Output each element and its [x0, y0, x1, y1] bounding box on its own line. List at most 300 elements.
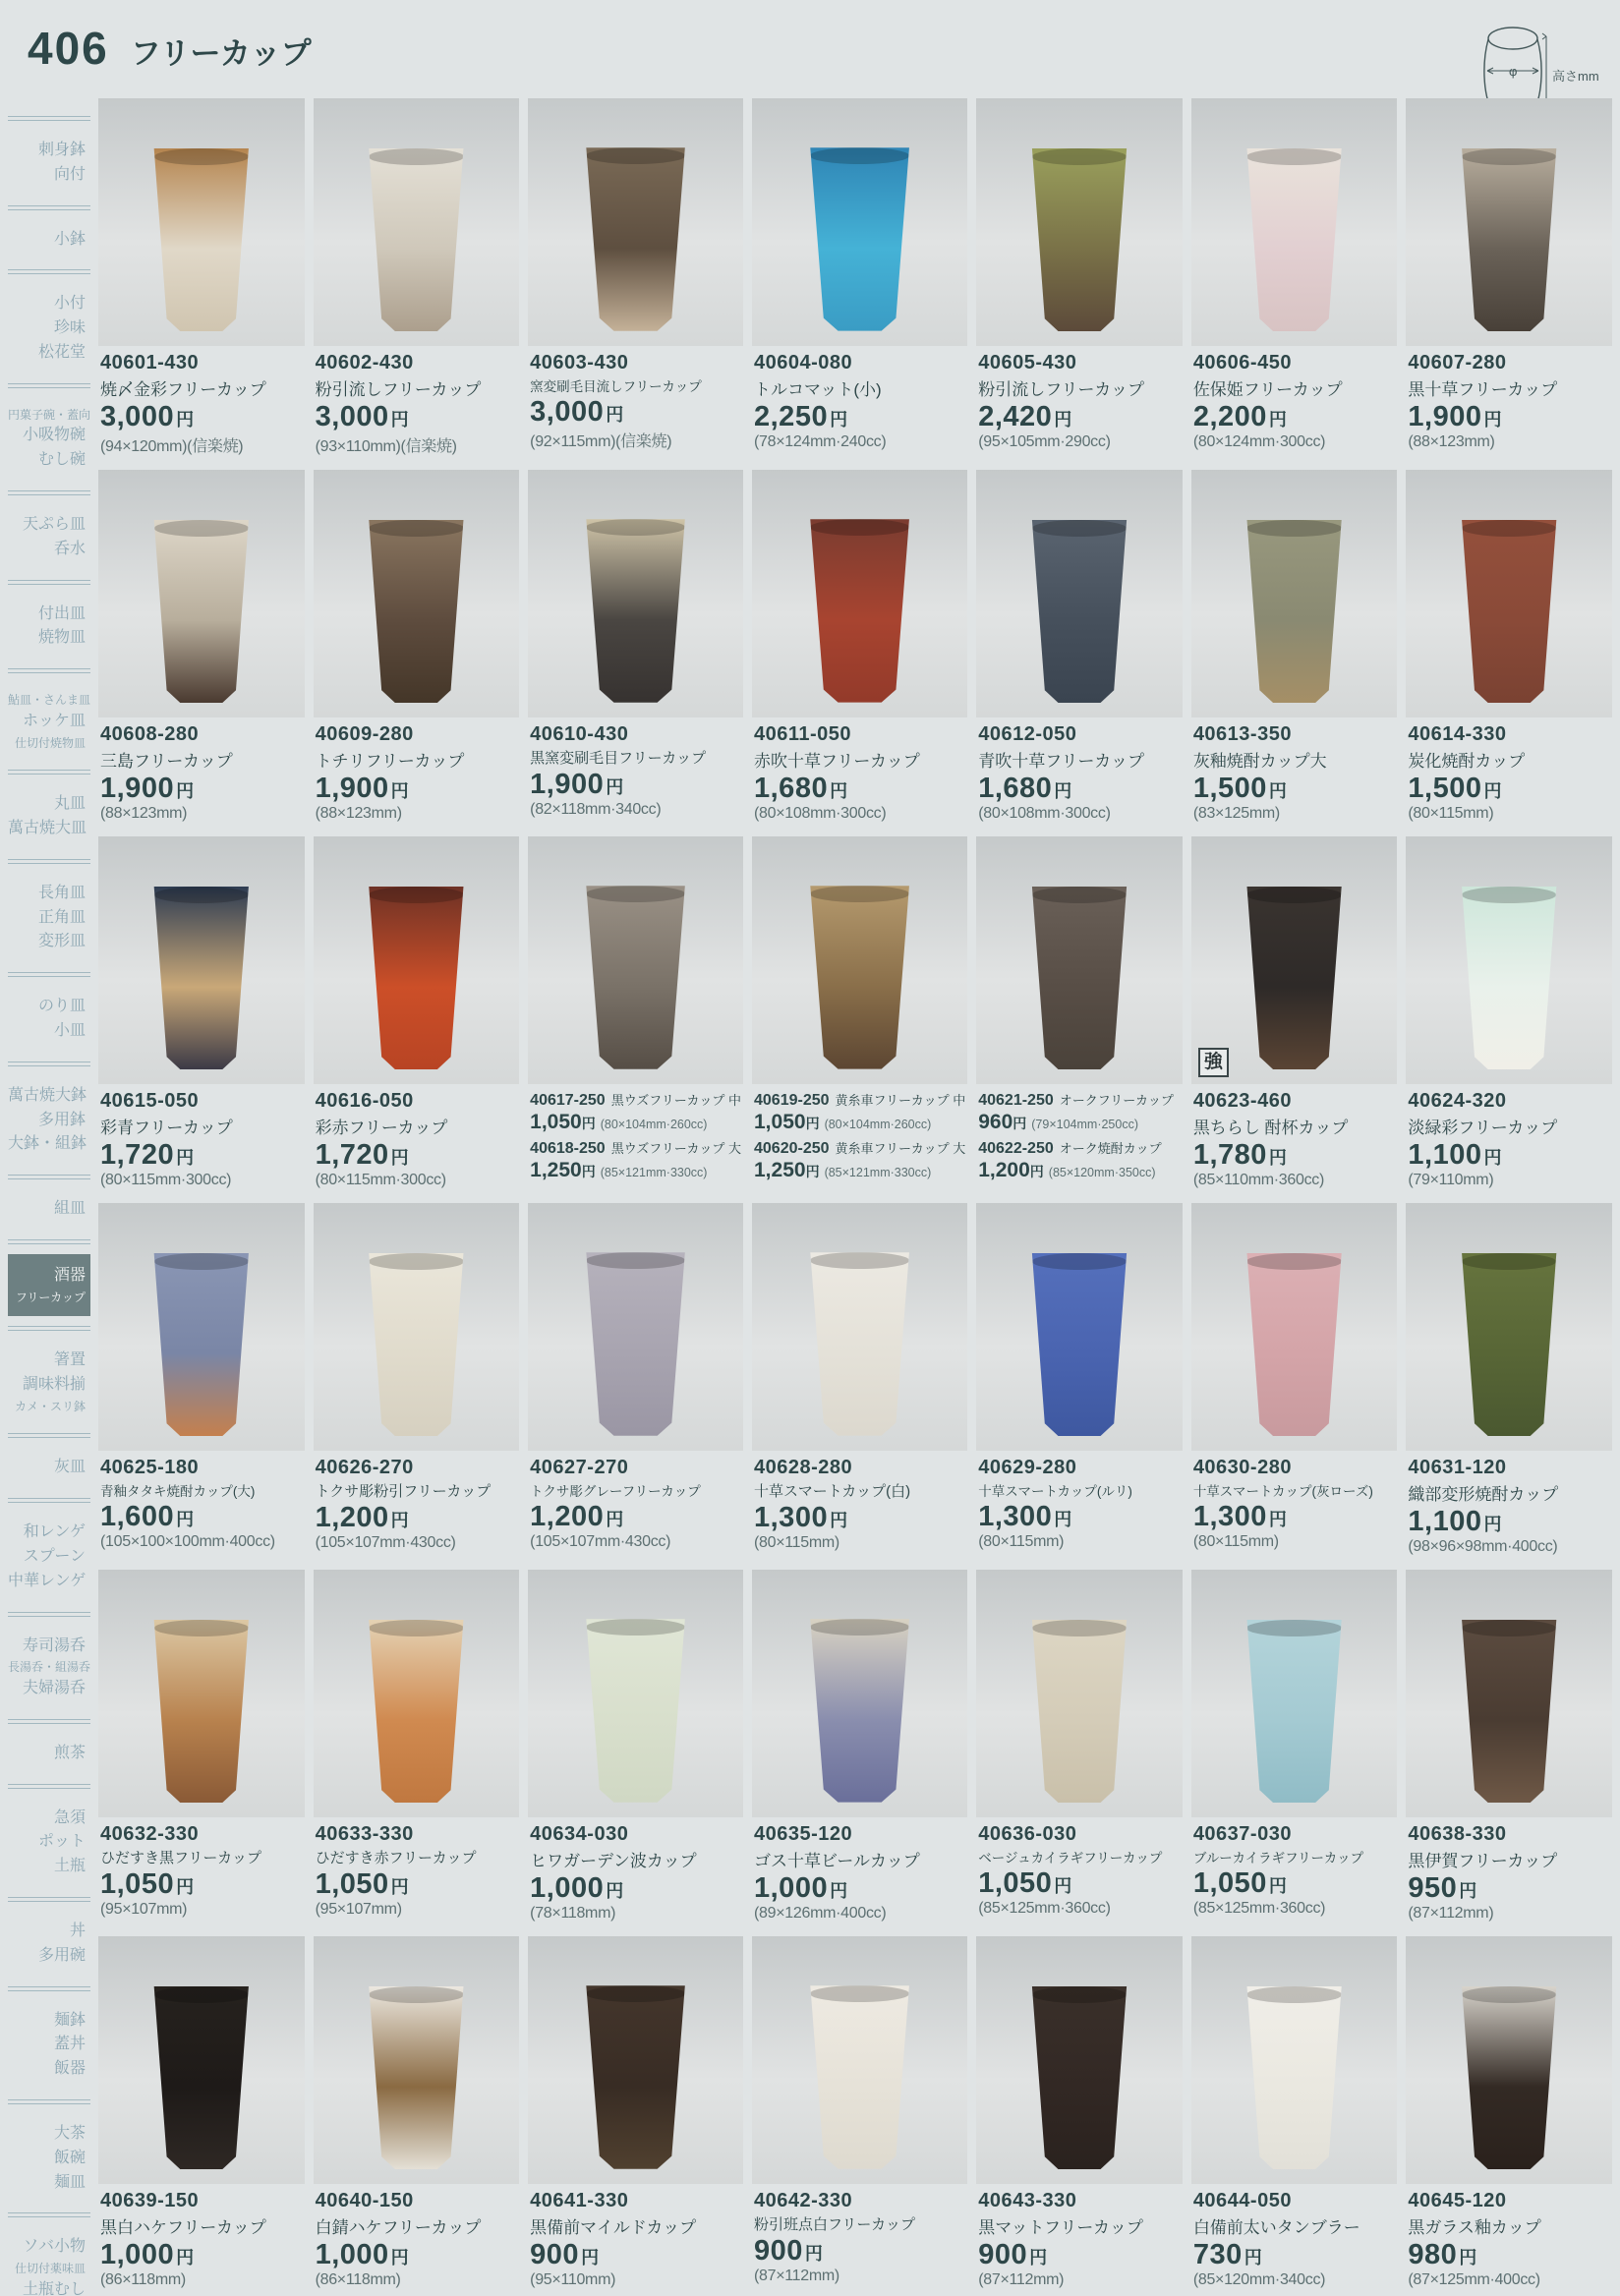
product-cell — [752, 98, 967, 456]
product-caption — [1406, 1817, 1612, 1923]
product-code: 40605-430 — [978, 352, 1077, 373]
yen-suffix: 円 — [1268, 410, 1287, 430]
product-code: 40618-250 — [530, 1140, 606, 1157]
product-photo — [976, 836, 1183, 1084]
product-code: 40635-120 — [754, 1823, 853, 1845]
price-number: 1,100 — [1408, 1139, 1482, 1171]
product-code: 40602-430 — [315, 352, 414, 373]
cup-image — [1452, 1253, 1567, 1436]
cup-image — [1021, 1986, 1136, 2169]
product-name: トルコマット(小) — [754, 380, 882, 399]
sidebar-item — [8, 505, 90, 570]
product-caption — [976, 2184, 1183, 2289]
product-entry — [978, 1138, 1181, 1182]
cup-image — [1452, 520, 1567, 703]
cup-image — [575, 1619, 696, 1802]
sidebar-item-label: 箸置 — [53, 1351, 86, 1369]
product-price — [754, 401, 965, 433]
product-name: 粉引流しフリーカップ — [315, 380, 482, 399]
product-name: 佐保姫フリーカップ — [1192, 380, 1343, 399]
yen-suffix: 円 — [176, 410, 195, 430]
yen-suffix: 円 — [606, 777, 624, 797]
product-photo — [98, 1570, 305, 1817]
price-number: 1,000 — [315, 2239, 389, 2270]
product-dimensions: (87×112mm) — [1408, 1905, 1494, 1922]
yen-suffix: 円 — [1029, 1164, 1044, 1179]
product-name: 黒ウズフリーカップ 中 — [610, 1093, 741, 1108]
product-photo — [98, 470, 305, 718]
product-caption — [1191, 2184, 1398, 2289]
product-name: オーク焼酎カップ — [1059, 1141, 1162, 1156]
sidebar-item — [8, 131, 90, 196]
product-dimensions: (80×115mm) — [978, 1533, 1065, 1550]
product-code: 40627-270 — [530, 1457, 629, 1478]
product-dimensions: (83×125mm) — [1192, 805, 1280, 822]
yen-suffix: 円 — [1483, 1515, 1502, 1534]
cup-image — [575, 1985, 696, 2168]
product-photo — [1191, 836, 1398, 1084]
cup-image — [1021, 1620, 1136, 1803]
yen-suffix: 円 — [1459, 2248, 1477, 2267]
product-photo — [976, 470, 1183, 718]
product-name: 白錆ハケフリーカップ — [315, 2218, 482, 2237]
product-cell — [528, 1570, 743, 1923]
product-cell — [752, 1203, 967, 1556]
product-name: ヒワガーデン波カップ — [530, 1852, 697, 1870]
sidebar-item-label: のり皿 — [37, 998, 86, 1015]
yen-suffix: 円 — [830, 1511, 848, 1530]
product-name: 織部変形焼酎カップ — [1408, 1485, 1559, 1504]
yen-suffix: 円 — [1054, 781, 1072, 801]
product-photo — [1406, 470, 1612, 718]
cup-image — [575, 1252, 696, 1435]
product-dimensions: (85×125mm·360cc) — [1192, 1900, 1326, 1917]
product-price — [316, 773, 518, 805]
product-caption — [528, 1451, 743, 1553]
product-cell — [314, 1570, 520, 1923]
yen-suffix: 円 — [1012, 1116, 1027, 1131]
product-name: 青吹十草フリーカップ — [978, 752, 1145, 771]
product-dimensions: (89×126mm·400cc) — [754, 1905, 887, 1922]
product-code: 40611-050 — [754, 723, 852, 745]
cup-image — [1452, 148, 1567, 331]
sidebar-item-label: 長湯呑・組湯呑 — [8, 1660, 91, 1675]
product-name: ベージュカイラギフリーカップ — [978, 1851, 1163, 1866]
product-photo — [752, 836, 967, 1084]
product-photo — [1191, 1570, 1398, 1817]
price-number: 3,000 — [315, 401, 389, 432]
product-cell — [976, 470, 1183, 823]
product-photo — [752, 98, 967, 346]
product-name: 黒窯変刷毛目フリーカップ — [530, 750, 707, 767]
cup-image — [799, 147, 920, 330]
product-cell — [976, 1203, 1183, 1556]
sidebar-item — [8, 1448, 90, 1488]
product-price — [100, 773, 303, 805]
product-dimensions: (85×120mm·340cc) — [1192, 2271, 1326, 2288]
sidebar-item-label: 丼 — [69, 1923, 86, 1940]
page-title: フリーカップ — [130, 36, 312, 71]
sidebar-item-label: フリーカップ — [15, 1290, 86, 1304]
sidebar-item — [8, 1734, 90, 1774]
sidebar-divider — [8, 1784, 90, 1789]
product-cell-dual — [528, 836, 743, 1189]
product-code: 40609-280 — [315, 723, 414, 745]
product-code: 40628-280 — [754, 1457, 853, 1478]
sidebar-item-label: 和レンゲ — [23, 1523, 86, 1541]
sidebar-item-label: むし碗 — [37, 451, 86, 469]
sidebar-divider — [8, 2099, 90, 2104]
product-dimensions: (82×118mm·340cc) — [530, 801, 662, 818]
sidebar-item-label: カメ・スリ鉢 — [14, 1399, 86, 1413]
product-price — [978, 1501, 1181, 1533]
product-cell — [1406, 1203, 1612, 1556]
sidebar-item-label: 酒器 — [53, 1266, 86, 1284]
cup-image — [1237, 148, 1352, 331]
product-dimensions: (87×112mm) — [978, 2271, 1065, 2288]
cup-image — [359, 887, 474, 1069]
product-name: ひだすき黒フリーカップ — [100, 1850, 261, 1866]
product-price — [1408, 1139, 1610, 1172]
sidebar-item-label: 急須 — [53, 1808, 86, 1826]
sidebar-divider — [8, 668, 90, 673]
product-caption — [314, 1451, 520, 1553]
product-name: 青釉タタキ焼酎カップ(大) — [100, 1484, 256, 1499]
product-caption — [752, 346, 967, 451]
product-code: 40630-280 — [1192, 1457, 1292, 1478]
yen-suffix: 円 — [1268, 1876, 1287, 1896]
product-name: 三島フリーカップ — [100, 752, 233, 771]
product-cell — [528, 1936, 743, 2289]
product-cell — [314, 470, 520, 823]
sidebar-item-label: 仕切付薬味皿 — [14, 2262, 86, 2276]
yen-suffix: 円 — [830, 410, 848, 430]
product-cell — [1191, 1570, 1398, 1923]
product-cell — [752, 1936, 967, 2289]
product-cell — [98, 836, 305, 1189]
product-code: 40616-050 — [315, 1090, 414, 1112]
product-name: 黒ちらし 酎杯カップ — [1192, 1119, 1349, 1137]
sidebar-item-label: ソバ小物 — [23, 2238, 86, 2256]
sidebar-item-label: 麺皿 — [53, 2173, 86, 2191]
product-name: 粉引班点白フリーカップ — [754, 2216, 915, 2233]
product-photo — [1191, 1936, 1398, 2184]
product-price — [530, 2239, 741, 2271]
cup-image — [799, 1619, 920, 1802]
product-price — [754, 1502, 965, 1534]
price-number: 960 — [978, 1111, 1013, 1133]
yen-suffix: 円 — [1029, 2248, 1048, 2267]
product-dimensions: (94×120mm)(信楽焼) — [100, 438, 244, 455]
price-number: 1,200 — [315, 1502, 389, 1533]
cup-image — [359, 1620, 474, 1803]
product-cell — [98, 470, 305, 823]
product-price — [316, 2239, 518, 2271]
product-caption — [98, 718, 305, 823]
product-price — [530, 1872, 741, 1905]
yen-suffix: 円 — [176, 2248, 195, 2267]
product-code: 40645-120 — [1408, 2190, 1507, 2211]
product-price — [1193, 401, 1396, 433]
sidebar-item-label: 小皿 — [53, 1021, 86, 1039]
product-cell — [752, 470, 967, 823]
yen-suffix: 円 — [805, 1164, 820, 1179]
product-photo — [1406, 1203, 1612, 1451]
price-number: 1,680 — [978, 773, 1053, 804]
product-code: 40625-180 — [100, 1457, 200, 1478]
product-photo — [1191, 470, 1398, 718]
product-caption — [314, 1084, 520, 1189]
product-price — [754, 2235, 965, 2267]
sidebar-divider — [8, 972, 90, 977]
price-number: 1,000 — [754, 1872, 829, 1904]
page-header — [28, 22, 312, 75]
product-name: オークフリーカップ — [1059, 1093, 1174, 1108]
product-caption — [752, 1817, 967, 1923]
product-cell — [314, 1203, 520, 1556]
product-cell — [1406, 470, 1612, 823]
price-number: 1,720 — [100, 1139, 175, 1171]
sidebar-item-label: 正角皿 — [37, 908, 86, 926]
product-code: 40601-430 — [100, 352, 200, 373]
product-dimensions: (88×123mm) — [315, 805, 402, 822]
price-number: 730 — [1192, 2239, 1243, 2270]
product-caption — [528, 1817, 743, 1923]
yen-suffix: 円 — [1483, 1148, 1502, 1168]
yen-suffix: 円 — [390, 410, 409, 430]
product-photo — [1406, 98, 1612, 346]
product-cell — [752, 1570, 967, 1923]
product-cell — [1406, 836, 1612, 1189]
price-number: 1,050 — [315, 1868, 389, 1900]
product-code: 40629-280 — [978, 1457, 1077, 1478]
yen-suffix: 円 — [606, 1881, 624, 1901]
product-cell — [98, 98, 305, 456]
product-dimensions: (95×110mm) — [530, 2271, 616, 2288]
product-caption — [1191, 1084, 1398, 1189]
sidebar-item-label: ホッケ皿 — [22, 712, 86, 729]
product-caption — [314, 1817, 520, 1920]
price-number: 1,900 — [100, 773, 175, 804]
product-caption — [314, 346, 520, 456]
product-name: 黒ウズフリーカップ 大 — [610, 1141, 741, 1156]
price-number: 3,000 — [530, 396, 605, 428]
product-code: 40631-120 — [1408, 1457, 1507, 1478]
product-photo — [1191, 98, 1398, 346]
product-photo — [752, 1203, 967, 1451]
sidebar-divider — [8, 1175, 90, 1179]
product-code: 40614-330 — [1408, 723, 1507, 745]
product-code: 40613-350 — [1192, 723, 1292, 745]
product-name: 黄糸車フリーカップ 中 — [835, 1093, 966, 1108]
price-number: 1,900 — [1408, 401, 1482, 432]
product-caption — [1406, 2184, 1612, 2289]
sidebar-item-label: 調味料揃 — [22, 1376, 86, 1394]
product-code: 40610-430 — [530, 723, 629, 745]
sidebar-item — [8, 2001, 90, 2090]
yen-suffix: 円 — [1054, 1876, 1072, 1896]
yen-suffix: 円 — [1483, 781, 1502, 801]
product-caption — [976, 1817, 1183, 1920]
product-cell — [1191, 470, 1398, 823]
product-price — [1408, 773, 1610, 805]
cup-image — [575, 147, 696, 330]
sidebar-item-label: 刺身鉢 — [37, 142, 86, 158]
cup-image — [1452, 1620, 1567, 1803]
sidebar-item-label: 大茶 — [53, 2125, 86, 2143]
product-dimensions: (80×115mm·300cc) — [100, 1172, 232, 1188]
yen-suffix: 円 — [390, 1511, 409, 1530]
product-entry — [530, 1138, 741, 1182]
product-code: 40640-150 — [315, 2190, 414, 2211]
product-price — [530, 396, 741, 429]
product-price — [1193, 773, 1396, 805]
product-photo — [314, 1570, 520, 1817]
yen-suffix: 円 — [390, 1877, 409, 1897]
product-caption — [1191, 1817, 1398, 1920]
product-photo — [528, 98, 743, 346]
product-caption — [752, 2184, 967, 2286]
sidebar — [8, 106, 90, 2296]
yen-suffix: 円 — [606, 1510, 624, 1529]
sidebar-item-label: 変形皿 — [37, 933, 86, 950]
product-caption — [314, 718, 520, 823]
product-photo — [314, 836, 520, 1084]
product-cell — [1406, 98, 1612, 456]
product-code: 40634-030 — [530, 1823, 629, 1845]
product-price — [1193, 1501, 1396, 1533]
product-photo — [314, 1203, 520, 1451]
sidebar-item-label: 煎茶 — [53, 1744, 86, 1761]
product-caption — [752, 1451, 967, 1553]
product-caption — [976, 1084, 1183, 1186]
product-photo — [528, 1570, 743, 1817]
sidebar-divider — [8, 490, 90, 495]
sidebar-divider — [8, 1612, 90, 1617]
product-name: トクサ彫粉引フリーカップ — [315, 1483, 492, 1500]
yen-suffix: 円 — [1459, 1881, 1477, 1901]
product-photo — [976, 1570, 1183, 1817]
sidebar-item-label: 飯器 — [53, 2060, 86, 2078]
product-price — [978, 1867, 1181, 1900]
product-caption — [528, 346, 743, 451]
product-cell — [98, 1570, 305, 1923]
product-dimensions: (80×108mm·300cc) — [754, 805, 887, 822]
yen-suffix: 円 — [390, 781, 409, 801]
product-name: 白備前太いタンブラー — [1192, 2218, 1360, 2237]
product-price — [978, 401, 1181, 433]
sidebar-item — [8, 1912, 90, 1977]
product-code: 40644-050 — [1192, 2190, 1292, 2211]
price-number: 2,250 — [754, 401, 829, 432]
product-name: 十草スマートカップ(ルリ) — [978, 1484, 1132, 1499]
product-code: 40623-460 — [1192, 1090, 1292, 1112]
product-dimensions: (87×125mm·400cc) — [1408, 2271, 1540, 2288]
cup-image — [144, 520, 259, 703]
price-number: 3,000 — [100, 401, 175, 432]
yen-suffix: 円 — [1244, 2248, 1262, 2267]
product-price — [316, 401, 518, 433]
product-price — [530, 769, 741, 801]
product-photo — [1406, 1570, 1612, 1817]
yen-suffix: 円 — [805, 1116, 820, 1131]
product-photo — [314, 98, 520, 346]
product-name: ひだすき赤フリーカップ — [315, 1850, 477, 1866]
product-name: 灰釉焼酎カップ大 — [1192, 752, 1327, 771]
product-dimensions: (80×115mm·300cc) — [315, 1172, 446, 1188]
price-number: 1,720 — [315, 1139, 389, 1171]
product-name: 淡緑彩フリーカップ — [1408, 1119, 1558, 1137]
product-name: 黒十草フリーカップ — [1408, 380, 1558, 399]
product-dimensions: (80×115mm) — [1192, 1533, 1279, 1550]
product-dimensions: (85×120mm·350cc) — [1048, 1166, 1156, 1179]
product-code: 40608-280 — [100, 723, 200, 745]
sidebar-item-label: 付出皿 — [37, 604, 86, 622]
sidebar-item-label: 長角皿 — [37, 884, 86, 901]
product-cell — [1191, 836, 1398, 1189]
price-number: 1,050 — [100, 1868, 175, 1900]
product-caption — [752, 718, 967, 823]
product-dimensions: (80×108mm·300cc) — [978, 805, 1111, 822]
product-price — [530, 1501, 741, 1533]
product-dimensions: (80×124mm·300cc) — [1192, 433, 1326, 450]
sidebar-item-label: 蓋丼 — [53, 2036, 86, 2053]
price-number: 1,100 — [1408, 1506, 1482, 1537]
product-dimensions: (85×110mm·360cc) — [1192, 1172, 1324, 1188]
product-code: 40624-320 — [1408, 1090, 1507, 1112]
product-cell-dual — [752, 836, 967, 1189]
product-price — [1408, 1506, 1610, 1538]
product-cell — [1406, 1936, 1612, 2289]
product-photo — [752, 1570, 967, 1817]
yen-suffix: 円 — [176, 1510, 195, 1529]
price-number: 900 — [754, 2235, 803, 2267]
product-name: トクサ彫グレーフリーカップ — [530, 1484, 701, 1499]
product-name: 窯変刷毛目流しフリーカップ — [530, 379, 702, 394]
sidebar-item-label: 麺鉢 — [53, 2011, 86, 2029]
product-code: 40626-270 — [315, 1457, 414, 1478]
price-number: 1,680 — [754, 773, 829, 804]
product-cell — [976, 1936, 1183, 2289]
sidebar-item-label: 円菓子碗・蓋向 — [8, 407, 91, 422]
product-code: 40603-430 — [530, 352, 629, 373]
product-price — [316, 1868, 518, 1901]
sidebar-item — [8, 784, 90, 849]
sidebar-item-label: スプーン — [23, 1548, 86, 1566]
product-entry — [754, 1138, 965, 1182]
product-photo — [1406, 1936, 1612, 2184]
sidebar-item-label: 小付 — [53, 295, 86, 313]
product-name: トチリフリーカップ — [315, 752, 465, 771]
product-photo — [98, 1203, 305, 1451]
product-dimensions: (85×121mm·330cc) — [824, 1166, 932, 1179]
product-name: 黒白ハケフリーカップ — [100, 2218, 266, 2237]
cup-image — [359, 520, 474, 703]
product-price — [316, 1139, 518, 1172]
sidebar-item — [8, 1189, 90, 1230]
product-photo — [1191, 1203, 1398, 1451]
sidebar-divider — [8, 116, 90, 121]
price-number: 1,900 — [315, 773, 389, 804]
product-price — [978, 773, 1181, 805]
sidebar-divider — [8, 1719, 90, 1724]
product-code: 40642-330 — [754, 2190, 853, 2211]
product-caption — [98, 1817, 305, 1920]
product-dimensions: (105×107mm·430cc) — [315, 1534, 456, 1551]
cup-image — [144, 148, 259, 331]
product-dimensions: (79×110mm) — [1408, 1172, 1494, 1188]
cup-image — [799, 1252, 920, 1435]
